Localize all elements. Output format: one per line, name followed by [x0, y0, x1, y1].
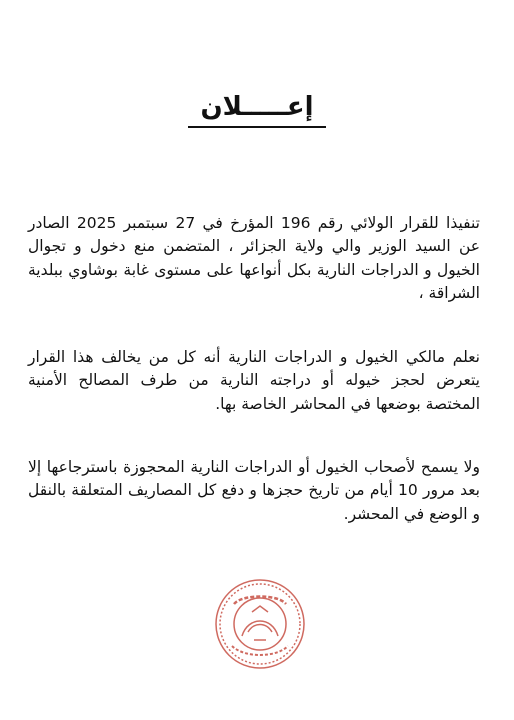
seal-graphic: [212, 576, 308, 672]
notice-paragraph-2: نعلم مالكي الخيول و الدراجات النارية أنه كل من يخالف هذا القرار يتعرض لحجز خيوله أو دراجته النارية من طرف المصالح الأمنية المختصة بوضعها في المحاشر الخاصة بها.: [28, 347, 480, 413]
notice-paragraph-1: تنفيذا للقرار الولائي رقم 196 المؤرخ في 27 سبتمبر 2025 الصادر عن السيد الوزير والي ولاية الجزائر ، المتضمن منع دخول و تجوال الخيول و الدراجات النارية بكل أنواعها على مستوى غابة بوشاوي ببلدية الشراقة ،: [28, 213, 480, 302]
notice-paragraph-3: ولا يسمح لأصحاب الخيول أو الدراجات النارية المحجوزة باسترجاعها إلا بعد مرور 10 أيام من تاريخ حجزها و دفع كل المصاريف المتعلقة بالنقل و الوضع في المحشر.: [28, 457, 480, 523]
notice-title: [0, 92, 514, 128]
official-seal-icon: [212, 576, 308, 672]
notice-title-text: إعـــــلان: [188, 92, 325, 128]
